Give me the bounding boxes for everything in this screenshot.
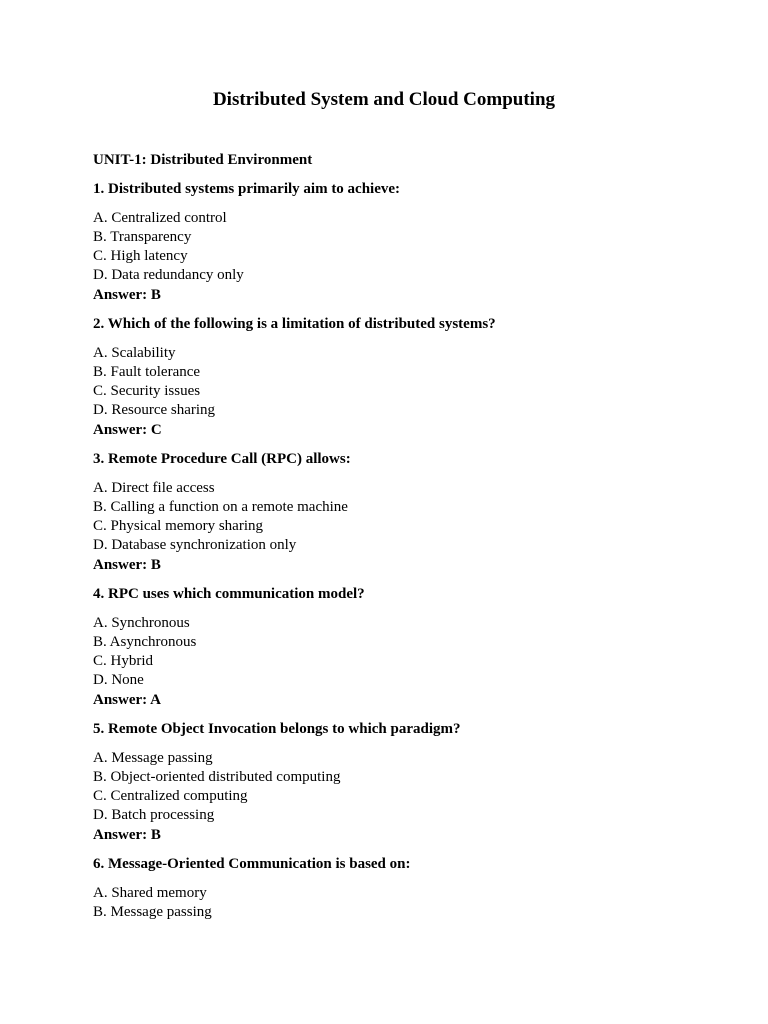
document-title: Distributed System and Cloud Computing xyxy=(212,89,556,110)
option-a: A. Synchronous xyxy=(93,614,190,631)
option-c: C. High latency xyxy=(93,248,188,265)
answer: Answer: B xyxy=(93,556,161,573)
option-c: C. Physical memory sharing xyxy=(93,518,263,535)
question-4 xyxy=(93,585,733,710)
question-text: 3. Remote Procedure Call (RPC) allows: xyxy=(93,451,351,467)
question-text: 2. Which of the following is a limitation of distributed systems? xyxy=(93,316,496,332)
question-6 xyxy=(93,855,733,922)
option-b: B. Fault tolerance xyxy=(93,363,201,380)
option-c: C. Security issues xyxy=(93,383,201,400)
option-a: A. Scalability xyxy=(93,344,176,361)
question-1 xyxy=(93,180,733,305)
option-b: B. Asynchronous xyxy=(93,633,197,650)
option-d: D. Resource sharing xyxy=(93,402,216,419)
question-text: 1. Distributed systems primarily aim to achieve: xyxy=(93,181,401,197)
option-d: D. None xyxy=(93,672,144,689)
question-2 xyxy=(93,315,733,440)
option-b: B. Message passing xyxy=(93,903,212,920)
answer: Answer: B xyxy=(93,286,161,303)
option-b: B. Transparency xyxy=(93,228,192,245)
option-a: A. Message passing xyxy=(93,749,213,766)
option-b: B. Object-oriented distributed computing xyxy=(93,768,341,785)
answer: Answer: A xyxy=(93,691,161,708)
option-d: D. Batch processing xyxy=(93,807,215,824)
question-text: 5. Remote Object Invocation belongs to which paradigm? xyxy=(93,721,461,737)
option-c: C. Hybrid xyxy=(93,653,153,670)
unit-heading: UNIT-1: Distributed Environment xyxy=(93,152,313,168)
answer: Answer: C xyxy=(93,421,162,438)
question-text: 4. RPC uses which communication model? xyxy=(93,586,365,602)
option-a: A. Shared memory xyxy=(93,884,207,901)
question-5 xyxy=(93,720,733,845)
option-b: B. Calling a function on a remote machine xyxy=(93,498,348,515)
option-d: D. Database synchronization only xyxy=(93,537,297,554)
option-a: A. Direct file access xyxy=(93,479,215,496)
option-d: D. Data redundancy only xyxy=(93,267,244,284)
question-text: 6. Message-Oriented Communication is based on: xyxy=(93,856,411,872)
option-a: A. Centralized control xyxy=(93,209,227,226)
option-c: C. Centralized computing xyxy=(93,788,248,805)
answer: Answer: B xyxy=(93,826,161,843)
question-3 xyxy=(93,450,733,575)
